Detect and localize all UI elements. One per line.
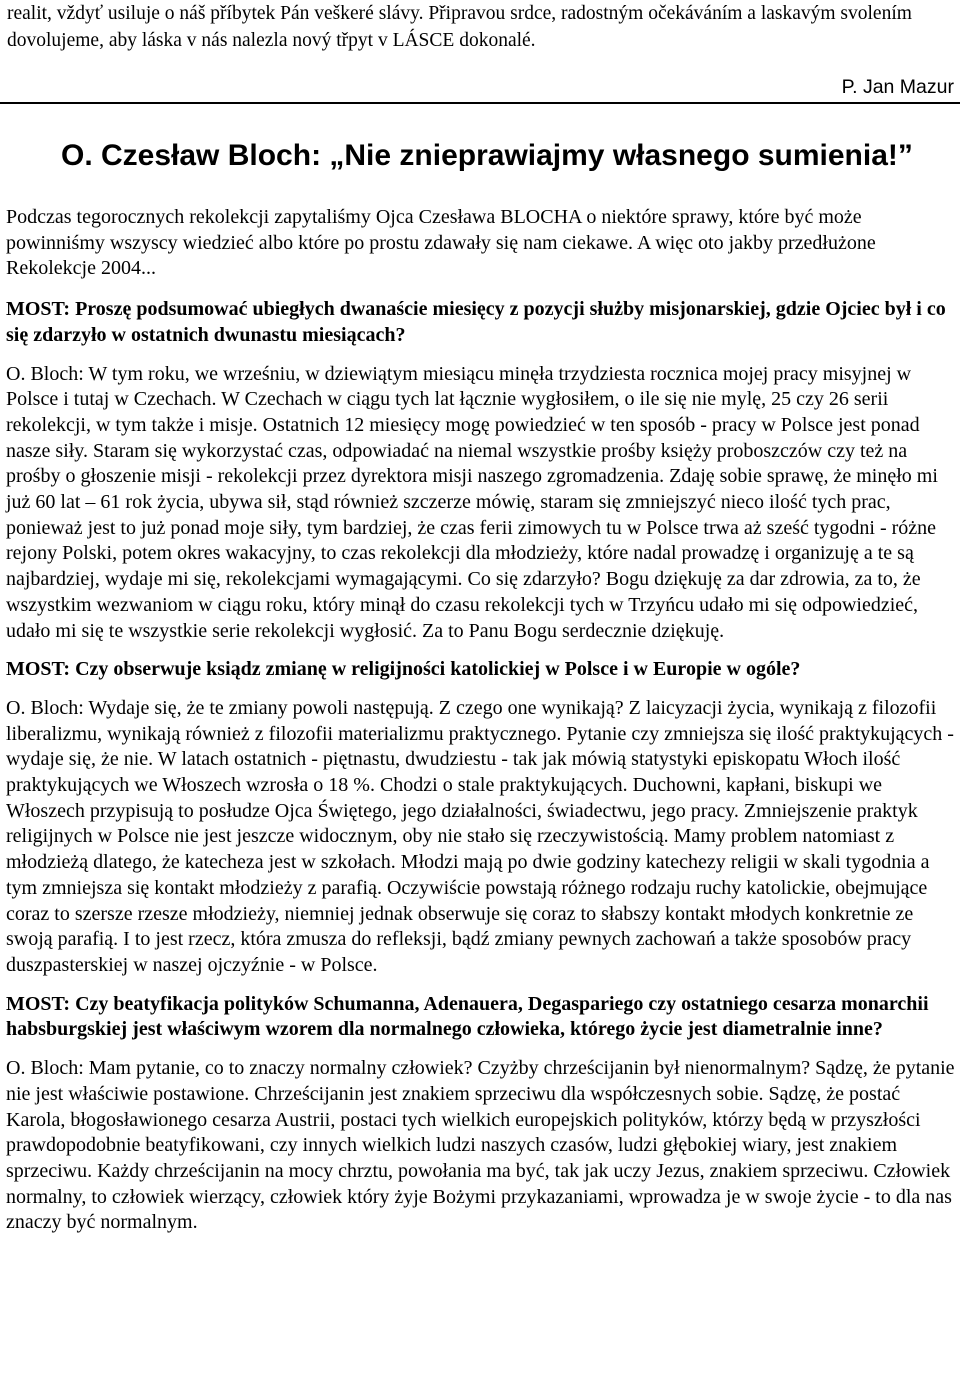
- question-2: MOST: Czy obserwuje ksiądz zmianę w religijności katolickiej w Polsce i w Europie w ogóle?: [6, 658, 801, 681]
- question-3: MOST: Czy beatyfikacja polityków Schumanna, Adenauera, Degaspariego czy ostatniego cesarza monarchii habsburgskiej jest właściwym wzorem dla normalnego człowieka, którego życie jest diametralnie inne?: [6, 992, 929, 1041]
- article-body: [6, 205, 958, 1249]
- section-divider: [0, 102, 960, 104]
- question-1: MOST: Proszę podsumować ubiegłych dwanaście miesięcy z pozycji służby misjonarskiej, gdzie Ojciec był i co się zdarzyło w ostatnich dwunastu miesiącach?: [6, 298, 946, 346]
- article-title: O. Czesław Bloch: „Nie znieprawiajmy własnego sumienia!”: [61, 139, 913, 172]
- answer-3: O. Bloch: Mam pytanie, co to znaczy normalny człowiek? Czyżby chrześcijanin był nienormalnym? Sądzę, że pytanie nie jest właściwie postawione. Chrześcijanin jest znakiem sprzeciwu dla współczesnych sobie. Sądzę, że postać Karola, błogosławionego cesarza Austrii, postaci tych wielkich europejskich polityków, którzy będą w przyszłości prawdopodobnie beatyfikowani, czy innych wielkich ludzi naszych czasów, ludzi głębokiej wiary, jest znakiem sprzeciwu. Każdy chrześcijanin na mocy chrztu, powołania ma być, tak jak uczy Jezus, znakiem sprzeciwu. Człowiek normalny, to człowiek wierzący, człowiek który żyje Bożymi przykazaniami, wprowadza je w swoje życie - to dla nas znaczy być normalnym.: [6, 1057, 955, 1234]
- lead-paragraph: Podczas tegorocznych rekolekcji zapytaliśmy Ojca Czesława BLOCHA o niektóre sprawy, które być może powinniśmy wszyscy wiedzieć albo które po prostu zdawały się nam ciekawe. A więc oto jakby przedłużone Rekolekcje 2004...: [6, 206, 876, 280]
- author-signature: P. Jan Mazur: [841, 76, 954, 98]
- intro-paragraph: realit, vždyť usiluje o náš příbytek Pán veškeré slávy. Připravou srdce, radostným očekáváním a laskavým svolením dovolujeme, aby láska v nás nalezla nový třpyt v LÁSCE dokonalé.: [7, 3, 912, 51]
- answer-1: O. Bloch: W tym roku, we wrześniu, w dziewiątym miesiącu minęła trzydziesta rocznica mojej pracy misyjnej w Polsce i tutaj w Czechach. W Czechach w ciągu tych lat łącznie wygłosiłem, o ile się nie mylę, 25 czy 26 serii rekolekcji, w tym także i misje. Ostatnich 12 miesięcy mogę powiedzieć w ten sposób - pracy w Polsce jest ponad nasze siły. Staram się wykorzystać czas, odpowiadać na niemal wszystkie prośby księży proboszczów czy też na prośby o głoszenie misji - rekolekcji przez dyrektora misji naszego zgromadzenia. Zdaję sobie sprawę, że minęło mi już 60 lat – 61 rok życia, ubywa sił, stąd również szczerze mówię, staram się zmniejszyć nieco ilość tych prac, ponieważ jest to już ponad moje siły, tym bardziej, że czas ferii zimowych tu w Polsce trwa aż sześć tygodni - różne rejony Polski, potem okres wakacyjny, to czas rekolekcji dla młodzieży, które nadal prowadzę i organizuję a te są najbardziej, wydaje mi się, rekolekcjami wymagającymi. Co się zdarzyło? Bogu dziękuję za dar zdrowia, za to, że wszystkim wezwaniom w ciągu roku, który minął do czasu rekolekcji tych w Trzyńcu udało mi się odpowiedzieć, udało mi się te wszystkie serie rekolekcji wygłosić. Za to Panu Bogu serdecznie dziękuję.: [6, 362, 938, 642]
- answer-2: O. Bloch: Wydaje się, że te zmiany powoli następują. Z czego one wynikają? Z laicyzacji życia, wynikają z filozofii liberalizmu, wynikają również z filozofii materializmu praktycznego. Pytanie czy zmniejsza się ilość praktykujących - wydaje się, że nie. W latach ostatnich - piętnastu, dwudziestu - tak jak mówią statystyki episkopatu Włoch ilość praktykujących we Włoszech wzrosła o 18 %. Chodzi o stale praktykujących. Duchowni, kapłani, biskupi we Włoszech przypisują to posłudze Ojca Świętego, jego działalności, świadectwu, jego pracy. Zmniejszenie praktyk religijnych w Polsce nie jest jeszcze widocznym, oby nie stało się rzeczywistością. Mamy problem natomiast z młodzieżą dlatego, że katecheza jest w szkołach. Młodzi mają po dwie godziny katechezy religii w skali tygodnia a tym zmniejsza się kontakt młodzieży z parafią. Oczywiście powstają różnego rodzaju ruchy katolickie, obejmujące coraz to szersze rzesze młodzieży, niemniej jednak obserwuje się coraz to słabszy kontakt młodych konkretnie ze swoją parafią. I to jest rzecz, która zmusza do refleksji, bądź zmiany pewnych zachowań a także sposobów pracy duszpasterskiej w naszej ojczyźnie - w Polsce.: [6, 696, 954, 976]
